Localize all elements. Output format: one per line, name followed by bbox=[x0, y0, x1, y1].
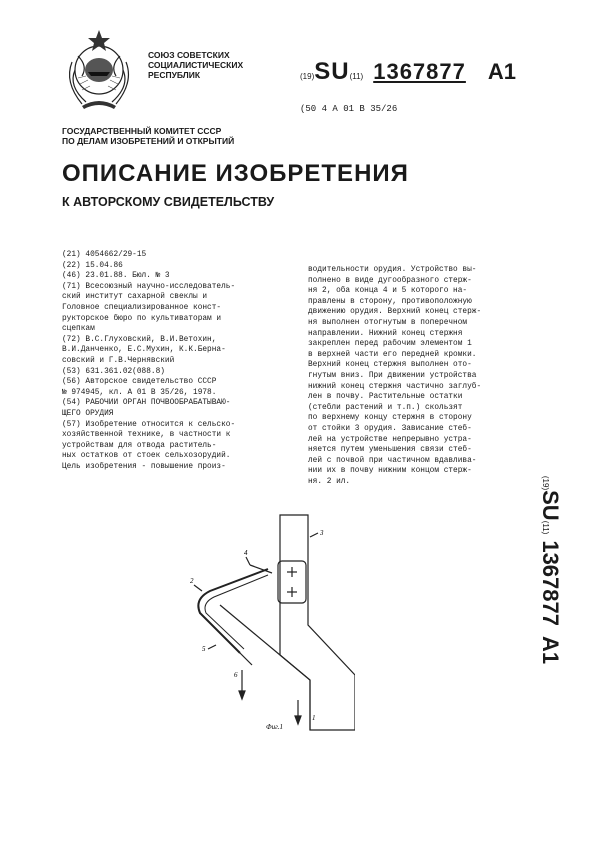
text-line: полнено в виде дугообразного стерж- bbox=[308, 276, 472, 285]
committee-line: ПО ДЕЛАМ ИЗОБРЕТЕНИЙ И ОТКРЫТИЙ bbox=[62, 136, 235, 146]
text-line: правлены в сторону, противоположную bbox=[308, 297, 472, 306]
text-line: гнутым вниз. При движении устройства bbox=[308, 371, 477, 380]
text-line: В.И.Данченко, Е.С.Мухин, К.К.Берна- bbox=[62, 346, 226, 355]
text-line: совский и Г.В.Чернявский bbox=[62, 356, 175, 365]
text-line: Цель изобретения - повышение произ- bbox=[62, 462, 226, 471]
patent-number-block bbox=[300, 58, 516, 86]
figure-label: 3 bbox=[320, 529, 324, 537]
text-line: закреплен перед рабочим элементом 1 bbox=[308, 340, 472, 349]
text-line: ня. 2 ил. bbox=[308, 477, 351, 486]
side-code-19: (19) bbox=[541, 475, 550, 491]
text-line: Верхний конец стержня выполнен ото- bbox=[308, 361, 472, 370]
figure-label: 5 bbox=[202, 645, 206, 653]
text-line: хозяйственной технике, в частности к bbox=[62, 431, 231, 440]
text-line: рукторское бюро по культиваторам и bbox=[62, 314, 222, 323]
figure-drawing bbox=[180, 505, 355, 735]
side-kind: А1 bbox=[538, 635, 563, 665]
text-line: лей на устройстве непрерывно устра- bbox=[308, 435, 472, 444]
text-line: направлении. Нижний конец стержня bbox=[308, 329, 463, 338]
curved-rod bbox=[198, 569, 268, 653]
state-emblem-icon bbox=[58, 26, 140, 110]
text-line: ня 2, оба конца 4 и 5 которого на- bbox=[308, 287, 468, 296]
figure-label: 1 bbox=[312, 714, 316, 722]
text-line: по верхнему концу стержня в сторону bbox=[308, 414, 472, 423]
text-line: (57) Изобретение относится к сельско- bbox=[62, 420, 236, 429]
code-51: (50 4 bbox=[300, 104, 328, 114]
text-line: устройствам для отвода раститель- bbox=[62, 441, 217, 450]
text-line: лен в почву. Растительные остатки bbox=[308, 393, 463, 402]
side-code-11: (11) bbox=[541, 520, 550, 535]
figure-label: 6 bbox=[234, 671, 238, 679]
text-line: водительности орудия. Устройство вы- bbox=[308, 266, 477, 274]
text-line: в верхней части его передней кромки. bbox=[308, 350, 477, 359]
text-line: (46) 23.01.88. Бюл. № 3 bbox=[62, 272, 170, 281]
committee-line: ГОСУДАРСТВЕННЫЙ КОМИТЕТ СССР bbox=[62, 126, 222, 136]
figure-label: 2 bbox=[190, 577, 194, 585]
text-line: (53) 631.361.02(088.8) bbox=[62, 367, 165, 376]
side-patent-number bbox=[520, 440, 580, 700]
patent-number: 1367877 bbox=[373, 59, 466, 84]
text-line: ский институт сахарной свеклы и bbox=[62, 293, 208, 302]
text-line: № 974945, кл. А 01 В 35/26, 1978. bbox=[62, 388, 217, 397]
text-line: от стойки 3 орудия. Зависание стеб- bbox=[308, 424, 472, 433]
code-19: (19) bbox=[300, 72, 315, 81]
text-line: (21) 4054662/29-15 bbox=[62, 251, 147, 259]
stand-part bbox=[280, 515, 355, 730]
country-code: SU bbox=[314, 58, 350, 85]
figure-caption: Фиг.1 bbox=[266, 723, 284, 731]
ipc-classification bbox=[300, 104, 397, 114]
text-line: Головное специализированное конст- bbox=[62, 303, 222, 312]
document-kind: А1 bbox=[487, 59, 516, 84]
code-11: (11) bbox=[349, 72, 364, 81]
ipc-code: А 01 В 35/26 bbox=[332, 104, 398, 114]
side-country-code: SU bbox=[538, 490, 563, 521]
committee-name bbox=[62, 126, 234, 146]
text-line: ных остатков от стоек сельхозорудий. bbox=[62, 452, 231, 461]
text-line: (22) 15.04.86 bbox=[62, 261, 123, 270]
text-line: ня выполнен отогнутым в поперечном bbox=[308, 318, 468, 327]
text-line: движению орудия. Верхний конец стерж- bbox=[308, 308, 482, 317]
union-name bbox=[148, 50, 243, 80]
union-line: СОЮЗ СОВЕТСКИХ bbox=[148, 50, 230, 60]
page-subtitle: К АВТОРСКОМУ СВИДЕТЕЛЬСТВУ bbox=[62, 195, 275, 209]
side-number: 1367877 bbox=[538, 540, 563, 626]
left-column bbox=[62, 250, 302, 472]
text-line: сцепкам bbox=[62, 325, 95, 334]
text-line: (стебли растений и т.п.) скользят bbox=[308, 403, 463, 412]
text-line: (72) В.С.Глуховский, В.И.Ветохин, bbox=[62, 335, 217, 344]
text-line: ЩЕГО ОРУДИЯ bbox=[62, 409, 114, 418]
text-line: (54) РАБОЧИЙ ОРГАН ПОЧВООБРАБАТЫВАЮ- bbox=[62, 399, 231, 408]
text-line: (71) Всесоюзный научно-исследователь- bbox=[62, 282, 236, 291]
working-element bbox=[220, 605, 310, 730]
page-title: ОПИСАНИЕ ИЗОБРЕТЕНИЯ bbox=[62, 160, 409, 187]
text-line: (56) Авторское свидетельство СССР bbox=[62, 378, 217, 387]
text-line: лей с почвой при частичном вдавлива- bbox=[308, 456, 477, 465]
text-line: нижний конец стержня частично заглуб- bbox=[308, 382, 482, 391]
text-line: няется путем уменьшения связи стеб- bbox=[308, 446, 472, 455]
union-line: СОЦИАЛИСТИЧЕСКИХ bbox=[148, 60, 244, 70]
right-column bbox=[308, 265, 533, 487]
union-line: РЕСПУБЛИК bbox=[148, 70, 201, 80]
figure-label: 4 bbox=[244, 549, 248, 557]
text-line: нии их в почву нижним концом стерж- bbox=[308, 467, 472, 476]
